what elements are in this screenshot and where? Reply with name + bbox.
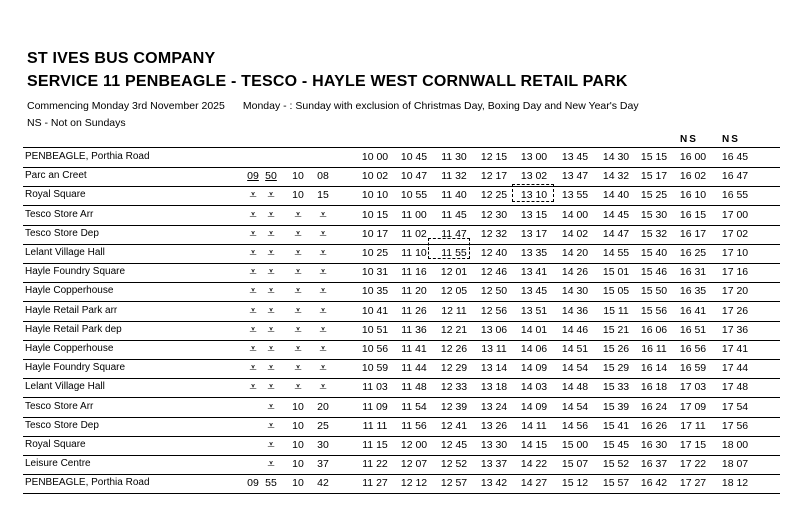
departure-time: 14 00: [561, 208, 589, 221]
continue-arrow-icon: ⩡: [249, 225, 257, 241]
departure-time: 11 30: [441, 151, 467, 163]
departure-time: 13 10: [520, 189, 548, 202]
departure-time: 15 11: [603, 304, 629, 317]
departure-time: 15 56: [640, 304, 668, 317]
departure-time: 10 51: [361, 323, 389, 336]
departure-time: 14 03: [520, 381, 548, 394]
continue-arrow-icon: ⩡: [249, 360, 257, 376]
departure-time: 17 44: [721, 362, 749, 375]
departure-time: 11 32: [441, 170, 467, 183]
continue-arrow-icon: ⩡: [294, 245, 302, 260]
table-row: [23, 263, 780, 283]
table-row: [23, 340, 780, 360]
departure-time: 13 17: [520, 227, 548, 240]
departure-time: 13 55: [561, 189, 589, 202]
departure-time: 11 45: [441, 208, 467, 221]
stop-name: Hayle Foundry Square: [25, 362, 126, 374]
departure-time: 16 25: [679, 247, 707, 259]
stop-name: PENBEAGLE, Porthia Road: [25, 151, 150, 162]
departure-time: 12 39: [440, 400, 468, 413]
departure-time: 14 15: [520, 439, 548, 451]
early-time: 10: [292, 439, 304, 451]
continue-arrow-icon: ⩡: [249, 206, 257, 222]
departure-time: 10 00: [361, 151, 389, 163]
departure-time: 11 00: [401, 208, 427, 221]
continue-arrow-icon: ⩡: [267, 187, 275, 203]
continue-arrow-icon: ⩡: [294, 341, 302, 356]
departure-time: 17 09: [679, 400, 707, 413]
departure-time: 16 11: [641, 343, 667, 355]
continue-arrow-icon: ⩡: [267, 360, 275, 376]
departure-time: 15 17: [640, 170, 668, 183]
departure-time: 17 56: [721, 419, 749, 432]
departure-time: 13 51: [520, 304, 548, 317]
departure-time: 13 14: [480, 362, 508, 375]
departure-time: 15 52: [602, 458, 630, 471]
highlight-box: [512, 184, 554, 202]
departure-time: 15 57: [602, 477, 630, 490]
departure-time: 11 15: [362, 439, 388, 451]
departure-time: 16 02: [679, 170, 707, 183]
early-time: 37: [317, 458, 329, 471]
early-time: 10: [292, 189, 304, 202]
early-time: 55: [265, 477, 277, 490]
departure-time: 17 02: [721, 227, 749, 240]
stop-name: Tesco Store Dep: [25, 419, 99, 431]
departure-time: 14 30: [602, 151, 630, 163]
table-row: [23, 455, 780, 475]
departure-time: 16 55: [721, 189, 749, 202]
departure-time: 16 17: [679, 227, 707, 240]
departure-time: 15 15: [640, 151, 668, 163]
departure-time: 11 55: [441, 247, 467, 259]
departure-time: 16 30: [640, 439, 668, 451]
table-row: [23, 436, 780, 456]
table-row: [23, 186, 780, 206]
early-time: 10: [292, 170, 304, 183]
departure-time: 13 02: [520, 170, 548, 183]
ns-note: NS - Not on Sundays: [27, 117, 126, 129]
continue-arrow-icon: ⩡: [294, 283, 302, 299]
departure-time: 11 56: [401, 419, 427, 432]
stop-name: Lelant Village Hall: [25, 381, 105, 393]
departure-time: 11 54: [401, 400, 427, 413]
departure-time: 12 01: [440, 266, 468, 279]
departure-time: 10 56: [361, 343, 389, 355]
continue-arrow-icon: ⩡: [319, 379, 327, 395]
departure-time: 16 56: [679, 343, 707, 355]
continue-arrow-icon: ⩡: [267, 264, 275, 280]
continue-arrow-icon: ⩡: [267, 302, 275, 318]
departure-time: 12 30: [480, 208, 508, 221]
departure-time: 17 15: [679, 439, 707, 451]
departure-time: 12 45: [440, 439, 468, 451]
continue-arrow-icon: ⩡: [294, 321, 302, 337]
departure-time: 18 07: [721, 458, 749, 471]
departure-time: 15 07: [561, 458, 589, 471]
departure-time: 13 35: [520, 247, 548, 259]
departure-time: 17 10: [721, 247, 749, 259]
departure-time: 13 37: [480, 458, 508, 471]
stop-name: Royal Square: [25, 439, 86, 450]
stop-name: Tesco Store Dep: [25, 227, 99, 239]
departure-time: 11 16: [401, 266, 427, 279]
early-time: 08: [317, 170, 329, 183]
departure-time: 16 35: [679, 285, 707, 298]
departure-time: 14 40: [602, 189, 630, 202]
departure-time: 10 25: [361, 247, 389, 259]
continue-arrow-icon: ⩡: [267, 398, 275, 414]
departure-time: 17 27: [679, 477, 707, 490]
departure-time: 17 26: [721, 304, 749, 317]
departure-time: 12 07: [400, 458, 428, 471]
departure-time: 12 41: [440, 419, 468, 432]
departure-time: 15 30: [640, 208, 668, 221]
departure-time: 13 45: [520, 285, 548, 298]
stop-name: Leisure Centre: [25, 458, 91, 470]
departure-time: 16 18: [640, 381, 668, 394]
table-row: [23, 167, 780, 187]
departure-time: 16 37: [640, 458, 668, 471]
departure-time: 14 32: [602, 170, 630, 183]
early-time: 09: [247, 477, 259, 490]
stop-name: Parc an Creet: [25, 170, 87, 182]
departure-time: 18 12: [721, 477, 749, 490]
stop-name: Hayle Retail Park arr: [25, 304, 118, 316]
early-time: 10: [292, 400, 304, 413]
departure-time: 15 40: [640, 247, 668, 259]
departure-time: 14 30: [561, 285, 589, 298]
early-time: 42: [317, 477, 329, 490]
departure-time: 11 03: [362, 381, 388, 394]
table-row: [23, 282, 780, 302]
continue-arrow-icon: ⩡: [294, 360, 302, 376]
column-note-ns-1: NS: [680, 134, 698, 145]
departure-time: 16 41: [679, 304, 707, 317]
departure-time: 12 25: [480, 189, 508, 202]
departure-time: 11 48: [401, 381, 427, 394]
departure-time: 11 40: [441, 189, 467, 202]
departure-time: 17 03: [679, 381, 707, 394]
departure-time: 14 36: [561, 304, 589, 317]
departure-time: 13 24: [480, 400, 508, 413]
table-row: [23, 148, 780, 168]
departure-time: 10 47: [400, 170, 428, 183]
departure-time: 10 15: [361, 208, 389, 221]
departure-time: 15 50: [640, 285, 668, 298]
early-time: 10: [292, 458, 304, 471]
continue-arrow-icon: ⩡: [267, 206, 275, 222]
departure-time: 16 31: [679, 266, 707, 279]
continue-arrow-icon: ⩡: [249, 283, 257, 299]
departure-time: 16 15: [679, 208, 707, 221]
departure-time: 14 26: [561, 266, 589, 279]
departure-time: 14 47: [602, 227, 630, 240]
departure-time: 11 36: [401, 323, 427, 336]
departure-time: 16 51: [679, 323, 707, 336]
departure-time: 13 45: [561, 151, 589, 163]
early-time: 09: [247, 170, 259, 183]
continue-arrow-icon: ⩡: [267, 225, 275, 241]
departure-time: 14 45: [602, 208, 630, 221]
departure-time: 13 18: [480, 381, 508, 394]
departure-time: 17 36: [721, 323, 749, 336]
departure-time: 16 24: [640, 400, 668, 413]
early-time: 30: [317, 439, 329, 451]
departure-time: 12 17: [480, 170, 508, 183]
departure-time: 12 50: [480, 285, 508, 298]
table-row: [23, 225, 780, 245]
departure-time: 11 20: [401, 285, 427, 298]
continue-arrow-icon: ⩡: [319, 283, 327, 299]
departure-time: 11 27: [362, 477, 388, 490]
early-time: 25: [317, 419, 329, 432]
departure-time: 17 20: [721, 285, 749, 298]
continue-arrow-icon: ⩡: [267, 321, 275, 337]
departure-time: 15 29: [602, 362, 630, 375]
departure-time: 12 21: [440, 323, 468, 336]
departure-time: 10 17: [361, 227, 389, 240]
departure-time: 14 51: [561, 343, 589, 355]
early-time: 20: [317, 400, 329, 413]
departure-time: 12 52: [440, 458, 468, 471]
early-time: 15: [317, 189, 329, 202]
departure-time: 15 33: [602, 381, 630, 394]
commencing-date: Commencing Monday 3rd November 2025: [27, 100, 225, 112]
continue-arrow-icon: ⩡: [267, 341, 275, 356]
departure-time: 10 31: [361, 266, 389, 279]
departure-time: 15 05: [602, 285, 630, 298]
departure-time: 11 47: [441, 227, 467, 240]
departure-time: 14 01: [520, 323, 548, 336]
departure-time: 14 54: [561, 362, 589, 375]
continue-arrow-icon: ⩡: [249, 379, 257, 395]
departure-time: 12 29: [440, 362, 468, 375]
departure-time: 12 46: [480, 266, 508, 279]
departure-time: 14 48: [561, 381, 589, 394]
departure-time: 15 41: [602, 419, 630, 432]
departure-time: 16 45: [721, 151, 749, 163]
operating-days: Monday - : Sunday with exclusion of Christmas Day, Boxing Day and New Year's Day: [242, 100, 639, 112]
departure-time: 16 59: [679, 362, 707, 375]
table-row: [23, 359, 780, 379]
departure-time: 14 11: [521, 419, 547, 432]
stop-name: Tesco Store Arr: [25, 208, 94, 220]
departure-time: 15 45: [602, 439, 630, 451]
departure-time: 10 55: [400, 189, 428, 202]
service-title: SERVICE 11 PENBEAGLE - TESCO - HAYLE WEST CORNWALL RETAIL PARK: [27, 73, 628, 90]
continue-arrow-icon: ⩡: [294, 379, 302, 395]
stop-name: PENBEAGLE, Porthia Road: [25, 477, 150, 489]
departure-time: 17 54: [721, 400, 749, 413]
continue-arrow-icon: ⩡: [319, 321, 327, 337]
departure-time: 15 21: [602, 323, 630, 336]
departure-time: 16 47: [721, 170, 749, 183]
departure-time: 10 35: [361, 285, 389, 298]
departure-time: 12 12: [400, 477, 428, 490]
departure-time: 17 11: [680, 419, 706, 432]
departure-time: 15 12: [561, 477, 589, 490]
continue-arrow-icon: ⩡: [294, 264, 302, 280]
continue-arrow-icon: ⩡: [267, 437, 275, 452]
continue-arrow-icon: ⩡: [294, 225, 302, 241]
table-row: [23, 417, 780, 437]
departure-time: 16 00: [679, 151, 707, 163]
stop-name: Hayle Retail Park dep: [25, 323, 122, 335]
departure-time: 12 40: [480, 247, 508, 259]
stop-name: Hayle Foundry Square: [25, 266, 126, 278]
departure-time: 13 47: [561, 170, 589, 183]
departure-time: 14 02: [561, 227, 589, 240]
departure-time: 10 10: [361, 189, 389, 202]
early-time: 50: [265, 170, 277, 183]
departure-time: 12 57: [440, 477, 468, 490]
continue-arrow-icon: ⩡: [319, 341, 327, 356]
departure-time: 15 00: [561, 439, 589, 451]
departure-time: 16 14: [640, 362, 668, 375]
column-note-ns-2: NS: [722, 134, 740, 145]
highlight-box: [428, 238, 470, 259]
continue-arrow-icon: ⩡: [319, 206, 327, 222]
departure-time: 14 54: [561, 400, 589, 413]
stop-name: Lelant Village Hall: [25, 247, 105, 258]
departure-time: 11 22: [362, 458, 388, 471]
departure-time: 16 06: [640, 323, 668, 336]
commencing-line: [27, 100, 639, 112]
departure-time: 10 02: [361, 170, 389, 183]
departure-time: 11 11: [362, 419, 388, 432]
stop-name: Hayle Copperhouse: [25, 285, 114, 297]
departure-time: 17 00: [721, 208, 749, 221]
departure-time: 10 45: [400, 151, 428, 163]
departure-time: 11 10: [401, 247, 427, 259]
departure-time: 10 59: [361, 362, 389, 375]
departure-time: 14 56: [561, 419, 589, 432]
departure-time: 13 30: [480, 439, 508, 451]
continue-arrow-icon: ⩡: [249, 321, 257, 337]
departure-time: 15 32: [640, 227, 668, 240]
departure-time: 15 39: [602, 400, 630, 413]
departure-time: 13 26: [480, 419, 508, 432]
continue-arrow-icon: ⩡: [319, 360, 327, 376]
departure-time: 12 32: [480, 227, 508, 240]
departure-time: 17 16: [721, 266, 749, 279]
departure-time: 12 56: [480, 304, 508, 317]
departure-time: 14 46: [561, 323, 589, 336]
table-row: [23, 244, 780, 264]
departure-time: 13 41: [520, 266, 548, 279]
departure-time: 16 10: [679, 189, 707, 202]
departure-time: 14 20: [561, 247, 589, 259]
departure-time: 15 26: [602, 343, 630, 355]
departure-time: 13 15: [520, 208, 548, 221]
departure-time: 12 11: [441, 304, 467, 317]
departure-time: 11 09: [362, 400, 388, 413]
table-row: [23, 398, 780, 418]
departure-time: 12 05: [440, 285, 468, 298]
continue-arrow-icon: ⩡: [249, 341, 257, 356]
departure-time: 15 25: [640, 189, 668, 202]
departure-time: 12 00: [400, 439, 428, 451]
departure-time: 15 46: [640, 266, 668, 279]
continue-arrow-icon: ⩡: [267, 456, 275, 472]
departure-time: 17 48: [721, 381, 749, 394]
continue-arrow-icon: ⩡: [267, 245, 275, 260]
departure-time: 12 33: [440, 381, 468, 394]
table-row: [23, 206, 780, 226]
early-time: 10: [292, 419, 304, 432]
table-row: [23, 378, 780, 398]
table-row: [23, 474, 780, 494]
continue-arrow-icon: ⩡: [249, 245, 257, 260]
table-row: [23, 302, 780, 322]
continue-arrow-icon: ⩡: [267, 283, 275, 299]
continue-arrow-icon: ⩡: [319, 264, 327, 280]
departure-time: 14 55: [602, 247, 630, 259]
departure-time: 11 26: [401, 304, 427, 317]
departure-time: 16 42: [640, 477, 668, 490]
departure-time: 16 26: [640, 419, 668, 432]
departure-time: 14 09: [520, 362, 548, 375]
continue-arrow-icon: ⩡: [319, 302, 327, 318]
departure-time: 11 44: [401, 362, 427, 375]
departure-time: 13 00: [520, 151, 548, 163]
continue-arrow-icon: ⩡: [319, 225, 327, 241]
stop-name: Tesco Store Arr: [25, 400, 94, 412]
departure-time: 13 42: [480, 477, 508, 490]
continue-arrow-icon: ⩡: [294, 302, 302, 318]
departure-time: 15 01: [602, 266, 630, 279]
continue-arrow-icon: ⩡: [267, 417, 275, 433]
departure-time: 12 15: [480, 151, 508, 163]
stop-name: Royal Square: [25, 189, 86, 201]
continue-arrow-icon: ⩡: [249, 264, 257, 280]
continue-arrow-icon: ⩡: [249, 187, 257, 203]
company-title: ST IVES BUS COMPANY: [27, 50, 216, 67]
departure-time: 14 06: [520, 343, 548, 355]
departure-time: 11 02: [401, 227, 427, 240]
departure-time: 17 22: [679, 458, 707, 471]
table-row: [23, 321, 780, 341]
early-time: 10: [292, 477, 304, 490]
departure-time: 10 41: [361, 304, 389, 317]
departure-time: 13 11: [481, 343, 507, 355]
departure-time: 12 26: [440, 343, 468, 355]
departure-time: 13 06: [480, 323, 508, 336]
stop-name: Hayle Copperhouse: [25, 343, 114, 354]
departure-time: 14 27: [520, 477, 548, 490]
departure-time: 17 41: [721, 343, 749, 355]
departure-time: 18 00: [721, 439, 749, 451]
departure-time: 11 41: [401, 343, 427, 355]
continue-arrow-icon: ⩡: [294, 206, 302, 222]
continue-arrow-icon: ⩡: [319, 245, 327, 260]
continue-arrow-icon: ⩡: [249, 302, 257, 318]
continue-arrow-icon: ⩡: [267, 379, 275, 395]
departure-time: 14 22: [520, 458, 548, 471]
departure-time: 14 09: [520, 400, 548, 413]
